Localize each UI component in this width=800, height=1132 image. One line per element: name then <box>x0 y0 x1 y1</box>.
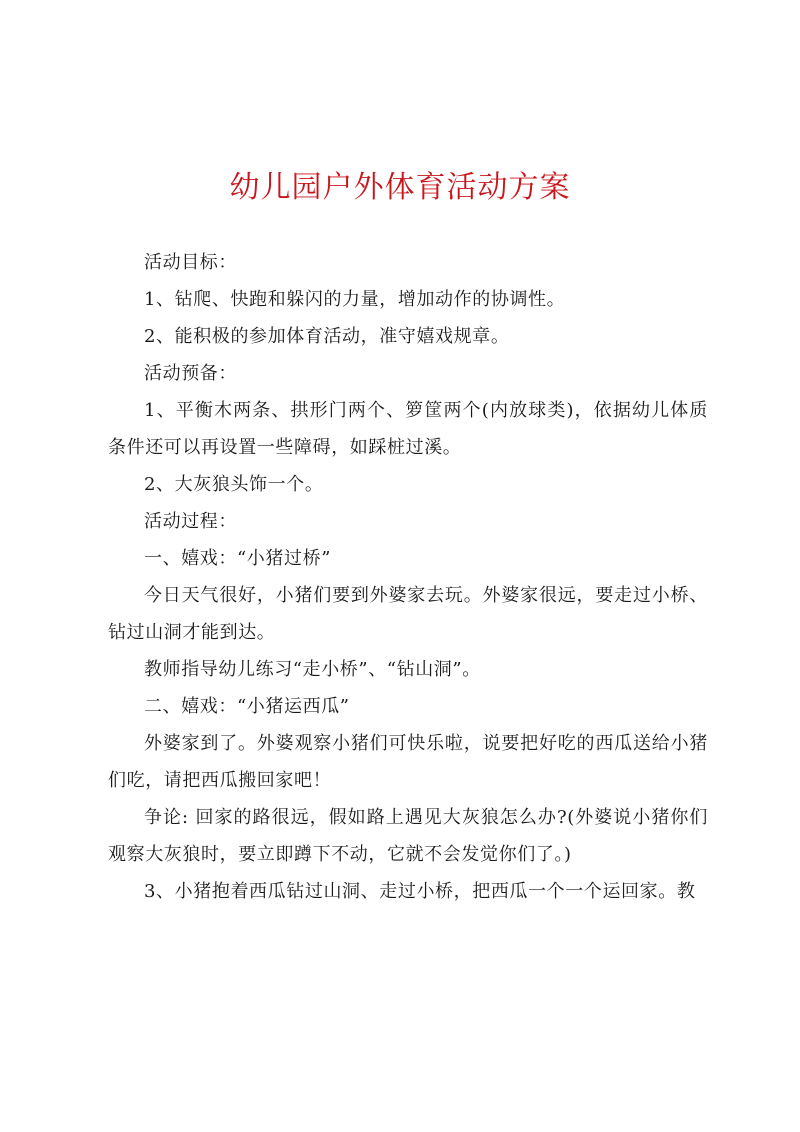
paragraph-goal-2: 2、能积极的参加体育活动，准守嬉戏规章。 <box>144 326 510 347</box>
paragraph-game-1-story: 今日天气很好，小猪们要到外婆家去玩。外婆家很远，要走过小桥、钻过山洞才能到达。 <box>108 585 708 643</box>
paragraph-goal-heading: 活动目标： <box>144 252 237 273</box>
paragraph-game-1-guide: 教师指导幼儿练习“走小桥”、“钻山洞”。 <box>144 659 481 680</box>
document-body <box>108 244 708 910</box>
paragraph-prep-2: 2、大灰狼头饰一个。 <box>144 474 324 495</box>
paragraph-game-2-title: 二、嬉戏：“小猪运西瓜” <box>144 696 350 717</box>
paragraph-game-2-story: 外婆家到了。外婆观察小猪们可快乐啦，说要把好吃的西瓜送给小猪们吃，请把西瓜搬回家吧！ <box>108 733 708 791</box>
paragraph-prep-1: 1、平衡木两条、拱形门两个、箩筐两个(内放球类)，依据幼儿体质条件还可以再设置一些障碍，如踩桩过溪。 <box>108 400 708 458</box>
paragraph-goal-1: 1、钻爬、快跑和躲闪的力量，增加动作的协调性。 <box>144 289 566 310</box>
paragraph-step-3: 3、小猪抱着西瓜钻过山洞、走过小桥，把西瓜一个一个运回家。教 <box>144 881 696 902</box>
paragraph-game-1-title: 一、嬉戏：“小猪过桥” <box>144 548 332 569</box>
paragraph-process-heading: 活动过程： <box>144 511 237 532</box>
paragraph-discussion: 争论: 回家的路很远，假如路上遇见大灰狼怎么办?(外婆说小猪你们观察大灰狼时，要立即蹲下不动，它就不会发觉你们了。) <box>108 807 708 865</box>
document-title: 幼儿园户外体育活动方案 <box>229 170 571 205</box>
paragraph-prep-heading: 活动预备： <box>144 363 237 384</box>
